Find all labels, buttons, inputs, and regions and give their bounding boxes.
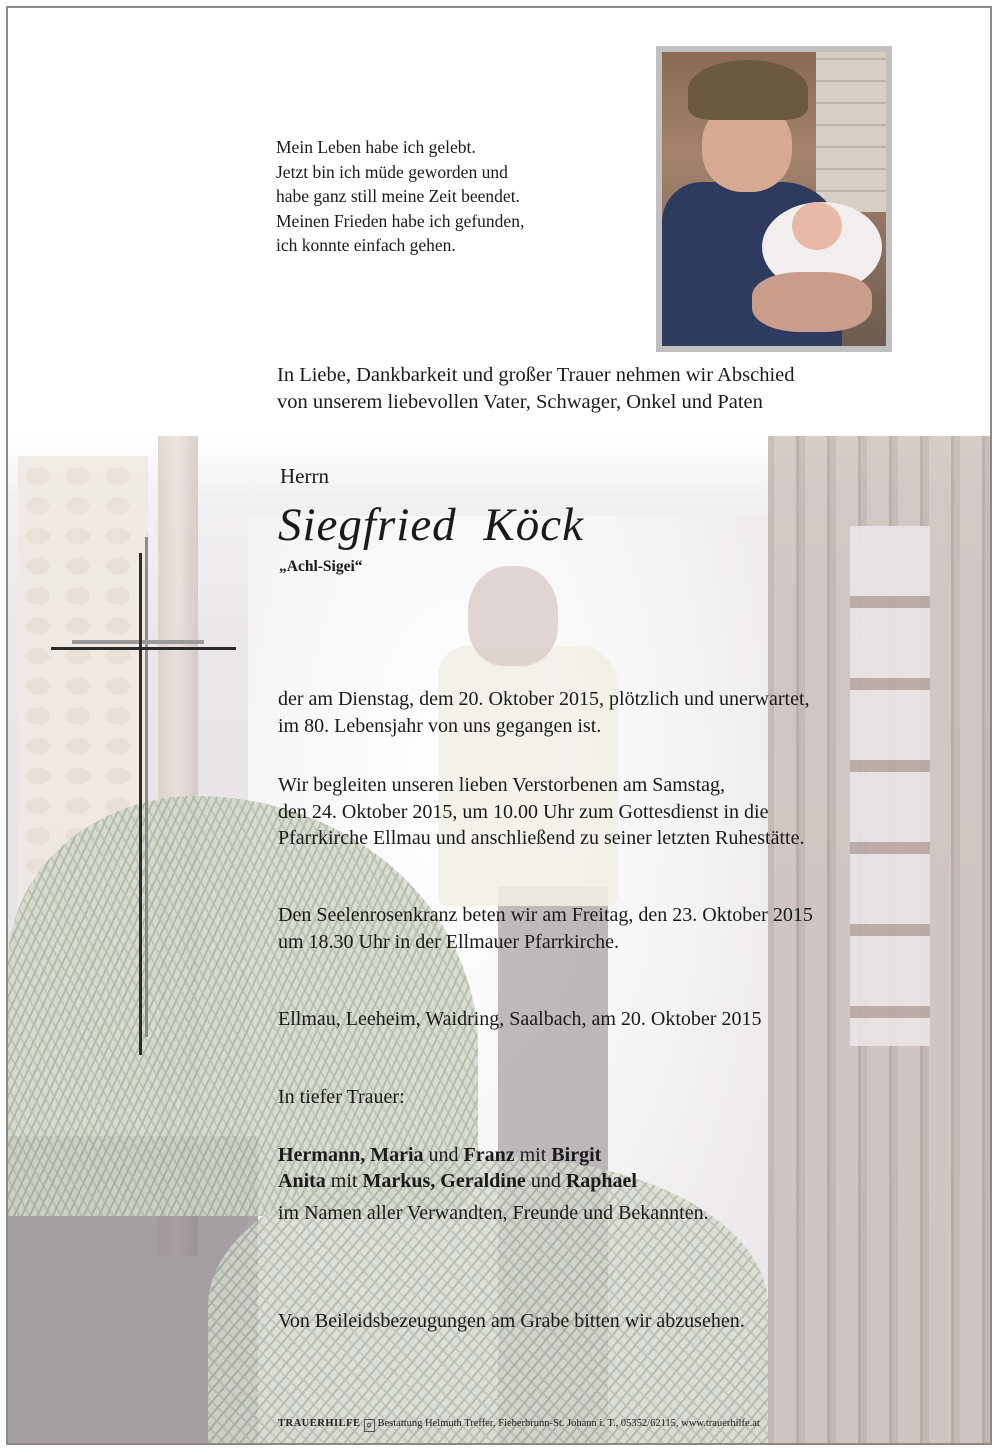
family-name: Anita bbox=[278, 1170, 326, 1192]
cross-icon bbox=[139, 553, 142, 1055]
brand-logo-icon: ✡ bbox=[364, 1419, 375, 1432]
joiner: und bbox=[530, 1170, 561, 1192]
family-name: Hermann, bbox=[278, 1144, 366, 1166]
death-line: im 80. Lebensjahr von uns gegangen ist. bbox=[278, 714, 602, 737]
family-name: Raphael bbox=[565, 1170, 637, 1192]
man-head bbox=[468, 566, 558, 666]
cross-shadow-horizontal bbox=[72, 640, 204, 644]
deceased-name: Siegfried Köck bbox=[278, 499, 585, 551]
closing-note: Von Beileidsbezeugungen am Grabe bitten wir abzusehen. bbox=[278, 1310, 745, 1332]
mourning-label: In tiefer Trauer: bbox=[278, 1086, 405, 1108]
poem-line: Mein Leben habe ich gelebt. bbox=[276, 137, 476, 157]
funeral-line: den 24. Oktober 2015, um 10.00 Uhr zum Gottesdienst in die bbox=[278, 800, 769, 823]
intro-line: In Liebe, Dankbarkeit und großer Trauer nehmen wir Abschied bbox=[277, 364, 795, 386]
rosary-line: um 18.30 Uhr in der Ellmauer Pfarrkirche. bbox=[278, 930, 620, 953]
poem-line: Meinen Frieden habe ich gefunden, bbox=[276, 210, 525, 231]
joiner: mit bbox=[330, 1170, 358, 1192]
family-name: Geraldine bbox=[440, 1170, 526, 1192]
family-row-1 bbox=[278, 1142, 709, 1168]
rosary-line: Den Seelenrosenkranz beten wir am Freitag, den 23. Oktober 2015 bbox=[278, 904, 813, 926]
poem bbox=[276, 135, 524, 258]
hands bbox=[752, 272, 872, 332]
death-line: der am Dienstag, dem 20. Oktober 2015, plötzlich und unerwartet, bbox=[278, 688, 810, 710]
death-notice bbox=[278, 686, 810, 739]
cross-shadow-vertical bbox=[145, 537, 148, 1037]
door-window bbox=[850, 526, 930, 1046]
funeral-line: Wir begleiten unseren lieben Verstorbenen am Samstag, bbox=[278, 774, 726, 796]
footer-text: Bestattung Helmuth Treffer, Fieberbrunn-St. Johann i. T., 05352/62115, www.trauerhilfe.at bbox=[377, 1418, 760, 1429]
rosary-info bbox=[278, 902, 813, 955]
joiner: mit bbox=[519, 1144, 547, 1166]
poem-line: habe ganz still meine Zeit beendet. bbox=[276, 186, 520, 206]
family-name: Franz bbox=[463, 1144, 515, 1166]
funeral-line: Pfarrkirche Ellmau und anschließend zu seiner letzten Ruhestätte. bbox=[278, 827, 805, 849]
family-name: Birgit bbox=[551, 1144, 602, 1166]
portrait-image bbox=[662, 52, 886, 346]
deceased-nickname: „Achl-Sigei“ bbox=[279, 558, 363, 575]
family-list bbox=[278, 1142, 709, 1226]
hat bbox=[688, 60, 808, 120]
family-name: Markus, bbox=[362, 1170, 436, 1192]
intro-line: von unserem liebevollen Vater, Schwager, Onkel und Paten bbox=[277, 391, 763, 413]
funeral-info bbox=[278, 772, 804, 852]
portrait-photo bbox=[656, 46, 892, 352]
kitchen-wall bbox=[816, 52, 886, 212]
cross-bar bbox=[51, 647, 236, 650]
poem-line: Jetzt bin ich müde geworden und bbox=[276, 161, 508, 182]
salutation: Herrn bbox=[280, 464, 329, 488]
family-row-2 bbox=[278, 1168, 709, 1194]
footer-brand: TRAUERHILFE bbox=[278, 1418, 361, 1429]
baby-face bbox=[792, 202, 842, 250]
family-row-3: im Namen aller Verwandten, Freunde und Bekannten. bbox=[278, 1202, 709, 1224]
family-name: Maria bbox=[370, 1144, 424, 1166]
poem-line: ich konnte einfach gehen. bbox=[276, 235, 456, 255]
footer bbox=[278, 1418, 760, 1432]
farewell-intro bbox=[277, 362, 795, 416]
place-date: Ellmau, Leeheim, Waidring, Saalbach, am 20. Oktober 2015 bbox=[278, 1008, 762, 1030]
joiner: und bbox=[428, 1144, 459, 1166]
